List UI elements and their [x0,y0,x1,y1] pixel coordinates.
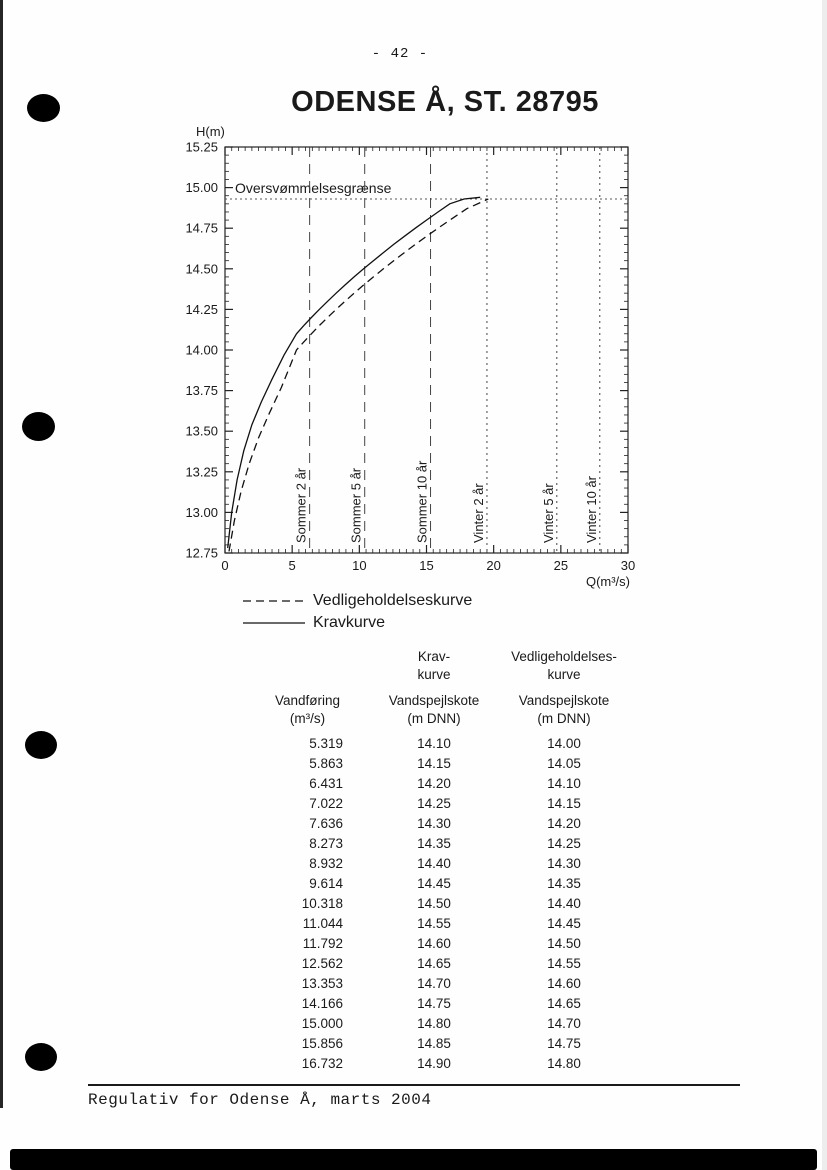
reference-line-label: Sommer 10 år [414,460,430,543]
table-row [250,754,630,774]
col-header-vandspejlskote-vedl: Vandspejlskote [518,693,610,708]
rating-table [250,648,630,1074]
vandforing-value: 12.562 [301,956,343,971]
svg-text:14.75: 14.75 [185,220,218,236]
svg-text:25: 25 [553,558,569,573]
table-row [250,894,630,914]
kravkurve-kote-value: 14.15 [417,756,451,771]
col-header-vandspejlskote-krav: Vandspejlskote [388,693,480,708]
vandforing-value: 9.614 [309,876,343,891]
x-tick-labels [221,558,635,589]
svg-text:13.00: 13.00 [185,504,218,520]
kravkurve-kote-value: 14.65 [417,956,451,971]
svg-text:13.25: 13.25 [185,464,218,480]
vedligeholdelses-kote-value: 14.30 [547,856,581,871]
vedligeholdelses-kote-value: 14.80 [547,1056,581,1071]
vedligeholdelses-kote-value: 14.00 [547,736,581,751]
kravkurve-kote-value: 14.80 [417,1016,451,1031]
reference-line-label: Vinter 2 år [470,483,486,543]
table-row [250,794,630,814]
table-row [250,1054,630,1074]
vandforing-value: 8.932 [309,856,343,871]
vedligeholdelses-kote-value: 14.05 [547,756,581,771]
vandforing-value: 7.636 [309,816,343,831]
kravkurve-kote-value: 14.40 [417,856,451,871]
table-row [250,874,630,894]
svg-text:13.50: 13.50 [185,423,218,439]
reference-line-label: Sommer 2 år [293,467,309,543]
col-unit-vandforing: (m³/s) [289,711,326,726]
svg-text:15: 15 [419,558,434,573]
footer-text: Regulativ for Odense Å, marts 2004 [88,1091,432,1109]
svg-text:13.75: 13.75 [185,383,218,399]
spacer [250,666,365,684]
table-row [250,734,630,754]
kravkurve-kote-value: 14.25 [417,796,451,811]
table-row [250,814,630,834]
reference-line-label: Vinter 10 år [583,476,599,543]
y-axis-label: H(m) [196,124,225,139]
svg-text:14.50: 14.50 [185,261,218,277]
vedligeholdelses-kote-value: 14.25 [547,836,581,851]
legend-entry-vedligeholdelseskurve [243,590,472,612]
vandforing-value: 5.863 [309,756,343,771]
legend-label: Kravkurve [313,614,386,631]
svg-text:12.75: 12.75 [185,545,218,561]
kravkurve-kote-value: 14.60 [417,936,451,951]
vedligeholdelses-kote-value: 14.60 [547,976,581,991]
vedligeholdelses-kote-value: 14.45 [547,916,581,931]
col-unit-vedl: (m DNN) [537,711,591,726]
svg-text:5: 5 [288,558,296,573]
col-header-vedligeholdelseskurve-line2: kurve [547,667,581,682]
vedligeholdelses-kote-value: 14.65 [547,996,581,1011]
table-row [250,774,630,794]
svg-text:20: 20 [486,558,501,573]
kravkurve-kote-value: 14.50 [417,896,451,911]
chart-legend [243,590,472,634]
table-row [250,994,630,1014]
kravkurve-kote-value: 14.85 [417,1036,451,1051]
col-header-vedligeholdelseskurve: Vedligeholdelses- [511,649,617,664]
flood-limit-label: Oversvømmelsesgrænse [235,179,392,196]
chart-title: ODENSE Å, ST. 28795 [291,86,599,118]
vedligeholdelses-kote-value: 14.15 [547,796,581,811]
spacer [250,648,365,666]
table-body [250,734,630,1074]
vandforing-value: 8.273 [309,836,343,851]
vandforing-value: 16.732 [301,1056,343,1071]
vandforing-value: 10.318 [301,896,343,911]
kravkurve-kote-value: 14.20 [417,776,451,791]
vandforing-value: 15.000 [301,1016,343,1031]
page-number: - 42 - [371,46,429,62]
vandforing-value: 11.792 [302,936,343,951]
kravkurve-kote-value: 14.70 [417,976,451,991]
vandforing-value: 13.353 [301,976,343,991]
kravkurve-kote-value: 14.55 [417,916,451,931]
scan-edge-right [822,0,827,1170]
vedligeholdelses-kote-value: 14.20 [547,816,581,831]
binder-hole [27,94,60,122]
vedligeholdelses-kote-value: 14.35 [547,876,581,891]
page-footer [88,1084,740,1109]
table-row [250,1034,630,1054]
svg-text:14.00: 14.00 [185,342,218,358]
col-header-vandforing: Vandføring [274,693,341,708]
table-header [250,648,630,728]
vedligeholdelses-kote-value: 14.50 [547,936,581,951]
reference-line-label: Vinter 5 år [540,483,556,543]
svg-text:15.00: 15.00 [185,180,218,196]
table-row [250,954,630,974]
vedligeholdelses-kote-value: 14.10 [547,776,581,791]
y-tick-labels [185,140,218,561]
kravkurve-kote-value: 14.90 [417,1056,451,1071]
svg-text:14.25: 14.25 [185,301,218,317]
vandforing-value: 7.022 [309,796,343,811]
kravkurve-kote-value: 14.30 [417,816,451,831]
vandforing-value: 15.856 [301,1036,343,1051]
vedligeholdelses-kote-value: 14.75 [547,1036,581,1051]
reference-line-label: Sommer 5 år [348,467,364,543]
kravkurve-kote-value: 14.10 [417,736,451,751]
svg-text:15.25: 15.25 [185,139,218,155]
vandforing-value: 6.431 [309,776,343,791]
table-row [250,974,630,994]
kravkurve-kote-value: 14.75 [417,996,451,1011]
rating-curve-plot [140,85,700,605]
vandforing-value: 14.166 [301,996,343,1011]
vandforing-value: 11.044 [302,916,343,931]
legend-label: Vedligeholdelseskurve [313,592,473,609]
footer-rule [88,1084,740,1086]
binder-hole [25,731,57,759]
kravkurve-kote-value: 14.35 [417,836,451,851]
svg-text:30: 30 [620,558,636,573]
kravkurve-kote-value: 14.45 [417,876,451,891]
svg-text:10: 10 [352,558,367,573]
scan-artifact-bottom-bar [10,1149,817,1170]
table-row [250,914,630,934]
vandforing-value: 5.319 [309,736,343,751]
vedligeholdelses-kote-value: 14.40 [547,896,581,911]
reference-lines-group [294,147,600,553]
col-unit-krav: (m DNN) [407,711,461,726]
x-axis-unit-label: Q(m³/s) [585,574,630,589]
col-header-kravkurve-line2: kurve [417,667,451,682]
table-row [250,934,630,954]
vedligeholdelses-kote-value: 14.55 [547,956,581,971]
binder-hole [22,412,55,441]
table-row [250,1014,630,1034]
vedligeholdelses-kote-value: 14.70 [547,1016,581,1031]
solid-line-sample [243,621,305,625]
binder-hole [25,1043,57,1071]
scan-edge-left [0,0,3,1108]
table-row [250,854,630,874]
table-row [250,834,630,854]
legend-entry-kravkurve [243,612,472,634]
col-header-kravkurve: Krav- [417,649,451,664]
dashed-line-sample [243,599,305,603]
svg-text:0: 0 [221,558,229,573]
